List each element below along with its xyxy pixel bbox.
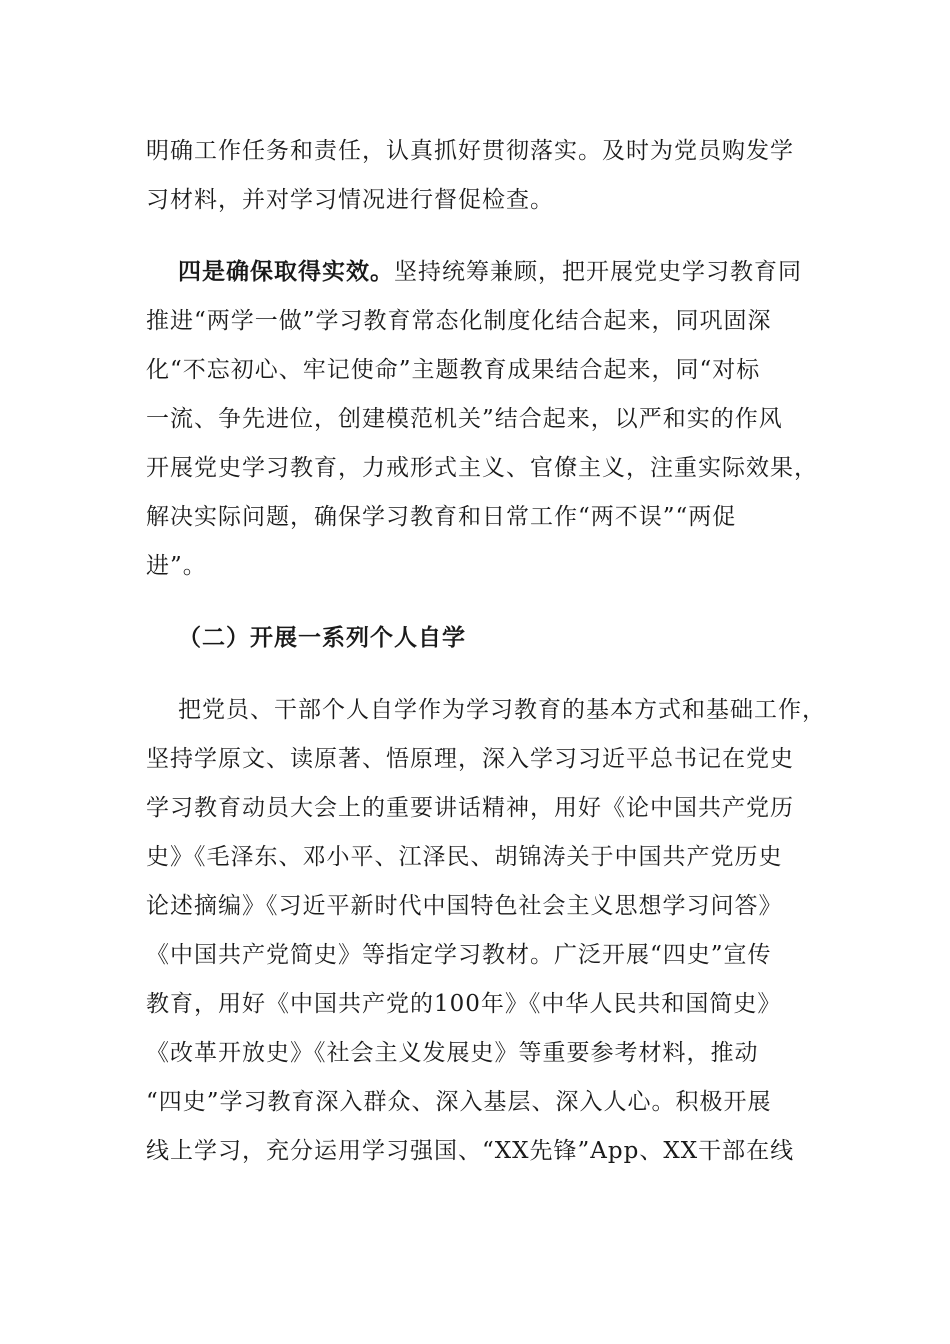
paragraph-2-line-4: 一流、争先进位，创建模范机关”结合起来，以严和实的作风 bbox=[146, 406, 783, 432]
paragraph-3-line-7: 教育，用好《中国共产党的100年》《中华人民共和国简史》 bbox=[146, 991, 782, 1017]
paragraph-3-line-1: 把党员、干部个人自学作为学习教育的基本方式和基础工作， bbox=[178, 697, 826, 723]
paragraph-2-lead-rest: 坚持统筹兼顾，把开展党史学习教育同 bbox=[394, 259, 802, 285]
section-heading: （二）开展一系列个人自学 bbox=[178, 624, 466, 651]
paragraph-1-line-2: 习材料，并对学习情况进行督促检查。 bbox=[146, 187, 554, 213]
paragraph-3-line-6: 《中国共产党简史》等指定学习教材。广泛开展“四史”宣传 bbox=[146, 942, 772, 968]
paragraph-2-lead-bold: 四是确保取得实效。 bbox=[178, 258, 394, 285]
paragraph-2-line-2: 推进“两学一做”学习教育常态化制度化结合起来，同巩固深 bbox=[146, 308, 772, 334]
paragraph-2-line-7: 进”。 bbox=[146, 553, 207, 579]
paragraph-2-line-5: 开展党史学习教育，力戒形式主义、官僚主义，注重实际效果， bbox=[146, 455, 818, 481]
paragraph-3-line-8: 《改革开放史》《社会主义发展史》等重要参考材料，推动 bbox=[146, 1040, 759, 1066]
paragraph-2-line-1 bbox=[178, 257, 826, 287]
paragraph-2-line-6: 解决实际问题，确保学习教育和日常工作“两不误”“两促 bbox=[146, 504, 737, 530]
paragraph-3-line-2: 坚持学原文、读原著、悟原理，深入学习习近平总书记在党史 bbox=[146, 746, 794, 772]
paragraph-2-line-3: 化“不忘初心、牢记使命”主题教育成果结合起来，同“对标 bbox=[146, 357, 761, 383]
paragraph-3-line-9: “四史”学习教育深入群众、深入基层、深入人心。积极开展 bbox=[146, 1089, 772, 1115]
paragraph-3-line-10: 线上学习，充分运用学习强国、“XX先锋”App、XX干部在线 bbox=[146, 1138, 795, 1164]
paragraph-3-line-5: 论述摘编》《习近平新时代中国特色社会主义思想学习问答》 bbox=[146, 893, 783, 919]
paragraph-1-line-1: 明确工作任务和责任，认真抓好贯彻落实。及时为党员购发学 bbox=[146, 138, 794, 164]
paragraph-3-line-3: 学习教育动员大会上的重要讲话精神，用好《论中国共产党历 bbox=[146, 795, 794, 821]
paragraph-3-line-4: 史》《毛泽东、邓小平、江泽民、胡锦涛关于中国共产党历史 bbox=[146, 844, 783, 870]
